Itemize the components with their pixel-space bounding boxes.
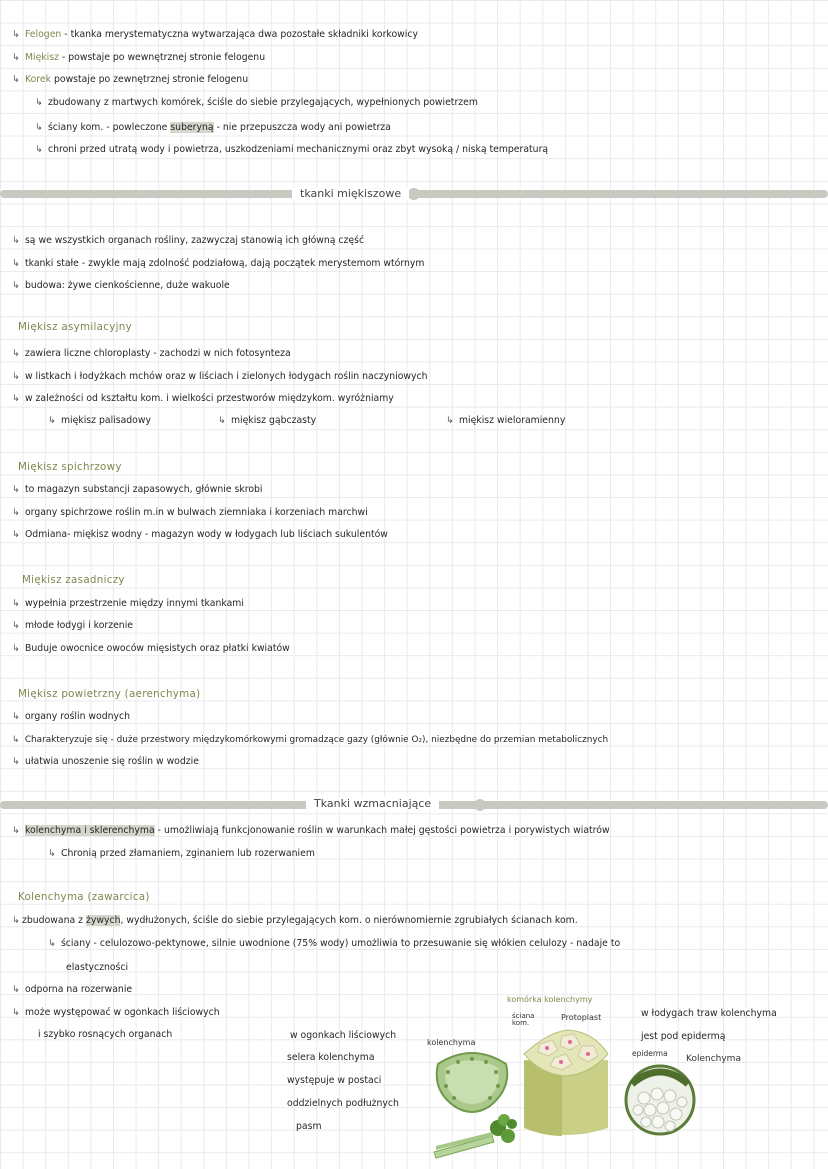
list-item: ↳ Charakteryzuje się - duże przestwory międzykomórkowymi gromadzące gazy (głównie O₂), niezbędne do przemian metabolicznych: [12, 735, 609, 745]
arrow-icon: ↳: [12, 711, 20, 722]
heading-powietrzny: Miękisz powietrzny (aerenchyma): [18, 688, 201, 700]
arrow-icon: ↳: [218, 415, 226, 426]
label-wall: ściana kom.: [512, 1012, 535, 1027]
korek-sub-2: ↳ ściany kom. - powleczone suberyną - nie przepuszcza wody ani powietrza: [35, 122, 391, 133]
korek-line: ↳ Korek powstaje po zewnętrznej stronie felogenu: [12, 74, 249, 85]
section-title-wzmacniajace: Tkanki wzmacniające: [306, 797, 439, 810]
arrow-icon: ↳: [12, 74, 20, 85]
heading-zasadniczy: Miękisz zasadniczy: [22, 574, 125, 586]
korek-sub-3: ↳ chroni przed utratą wody i powietrza, uszkodzeniami mechanicznymi oraz zbyt wysoką / niską temperaturą: [35, 144, 549, 155]
arrow-icon: ↳: [12, 756, 20, 767]
grass-stem-cross-section-illustration: [624, 1060, 696, 1138]
type-gabczasty: ↳ miękisz gąbczasty: [218, 415, 317, 426]
arrow-icon: ↳: [12, 393, 20, 404]
arrow-icon: ↳: [12, 348, 20, 359]
arrow-icon: ↳: [12, 915, 20, 926]
collenchyma-cell-block-illustration: [518, 1024, 614, 1142]
list-item: ↳ zbudowana z żywych, wydłużonych, ściśle do siebie przylegających kom. o nierównomiernie zgrubiałych ścianach kom.: [12, 915, 578, 926]
list-item: ↳ może występować w ogonkach liściowych: [12, 1007, 220, 1018]
list-item: ↳ odporna na rozerwanie: [12, 984, 133, 995]
section-title-miekiszowe: tkanki miękiszowe: [292, 187, 409, 200]
arrow-icon: ↳: [12, 529, 20, 540]
heading-spichrzowy: Miękisz spichrzowy: [18, 461, 122, 473]
type-wieloramienny: ↳ miękisz wieloramienny: [446, 415, 566, 426]
arrow-icon: ↳: [12, 735, 20, 745]
arrow-icon: ↳: [12, 484, 20, 495]
list-item: ↳ ułatwia unoszenie się roślin w wodzie: [12, 756, 199, 767]
divider-dot: [474, 799, 486, 811]
list-item: ↳ Buduje owocnice owoców mięsistych oraz płatki kwiatów: [12, 643, 290, 654]
arrow-icon: ↳: [12, 52, 20, 63]
arrow-icon: ↳: [12, 371, 20, 382]
arrow-icon: ↳: [12, 620, 20, 631]
list-item: ↳ to magazyn substancji zapasowych, głównie skrobi: [12, 484, 263, 495]
miekisz-line: ↳ Miękisz - powstaje po wewnętrznej stronie felogenu: [12, 52, 266, 63]
arrow-icon: ↳: [35, 144, 43, 155]
arrow-icon: ↳: [12, 984, 20, 995]
arrow-icon: ↳: [12, 825, 20, 836]
list-item: ↳ zawiera liczne chloroplasty - zachodzi w nich fotosynteza: [12, 348, 291, 359]
arrow-icon: ↳: [12, 1007, 20, 1018]
felogen-line: ↳ Felogen - tkanka merystematyczna wytwarzająca dwa pozostałe składniki korkowicy: [12, 29, 418, 40]
arrow-icon: ↳: [12, 507, 20, 518]
arrow-icon: ↳: [48, 938, 56, 949]
label-epiderma: epiderma: [632, 1049, 668, 1058]
list-item: ↳ w listkach i łodyżkach mchów oraz w liściach i zielonych łodygach roślin naczyniowych: [12, 371, 428, 382]
arrow-icon: ↳: [48, 415, 56, 426]
note-line: pasm: [296, 1121, 322, 1132]
list-item: ↳ ściany - celulozowo-pektynowe, silnie uwodnione (75% wody) umożliwia to przesuwanie się włókien celulozy - nadaje to: [48, 938, 621, 949]
note-line: selera kolenchyma: [287, 1052, 375, 1063]
arrow-icon: ↳: [12, 258, 20, 269]
arrow-icon: ↳: [12, 643, 20, 654]
note-line: występuje w postaci: [287, 1075, 382, 1086]
list-item: ↳ tkanki stałe - zwykle mają zdolność podziałową, dają początek merystemom wtórnym: [12, 258, 425, 269]
celery-cross-section-illustration: [432, 1048, 512, 1120]
list-item: ↳ organy spichrzowe roślin m.in w bulwach ziemniaka i korzeniach marchwi: [12, 507, 368, 518]
arrow-icon: ↳: [12, 29, 20, 40]
label-cell-title: komórka kolenchymy: [507, 995, 593, 1004]
divider-dot: [408, 188, 420, 200]
note-line: w ogonkach liściowych: [290, 1030, 397, 1041]
celery-stalk-illustration: [432, 1112, 520, 1162]
korek-sub-1: ↳ zbudowany z martwych komórek, ściśle do siebie przylegających, wypełnionych powietrzem: [35, 97, 478, 108]
list-item-cont: i szybko rosnących organach: [38, 1029, 173, 1040]
list-item: ↳ wypełnia przestrzenie między innymi tkankami: [12, 598, 244, 609]
label-protoplast: Protoplast: [561, 1013, 602, 1022]
arrow-icon: ↳: [12, 280, 20, 291]
list-item: ↳ budowa: żywe cienkościenne, duże wakuole: [12, 280, 230, 291]
arrow-icon: ↳: [35, 122, 43, 133]
note-line: jest pod epidermą: [641, 1031, 726, 1042]
label-kolenchyma-2: Kolenchyma: [686, 1054, 741, 1064]
list-item: ↳ kolenchyma i sklerenchyma - umożliwiają funkcjonowanie roślin w warunkach małej gęstości powietrza i porywistych wiatrów: [12, 825, 610, 836]
arrow-icon: ↳: [446, 415, 454, 426]
list-item: ↳ młode łodygi i korzenie: [12, 620, 133, 631]
arrow-icon: ↳: [12, 598, 20, 609]
list-item: ↳ organy roślin wodnych: [12, 711, 131, 722]
list-item: ↳ Chronią przed złamaniem, zginaniem lub rozerwaniem: [48, 848, 315, 859]
list-item: ↳ Odmiana- miękisz wodny - magazyn wody w łodygach lub liściach sukulentów: [12, 529, 388, 540]
arrow-icon: ↳: [48, 848, 56, 859]
heading-kolenchyma: Kolenchyma (zawarcica): [18, 891, 150, 903]
list-item-cont: elastyczności: [66, 962, 129, 973]
heading-asymilacyjny: Miękisz asymilacyjny: [18, 321, 133, 333]
note-line: w łodygach traw kolenchyma: [641, 1008, 777, 1019]
list-item: ↳ w zależności od kształtu kom. i wielkości przestworów międzykom. wyróżniamy: [12, 393, 394, 404]
type-palisadowy: ↳ miękisz palisadowy: [48, 415, 151, 426]
arrow-icon: ↳: [35, 97, 43, 108]
list-item: ↳ są we wszystkich organach rośliny, zazwyczaj stanowią ich główną część: [12, 235, 365, 246]
arrow-icon: ↳: [12, 235, 20, 246]
note-line: oddzielnych podłużnych: [287, 1098, 399, 1109]
label-kolenchyma: kolenchyma: [427, 1038, 476, 1047]
